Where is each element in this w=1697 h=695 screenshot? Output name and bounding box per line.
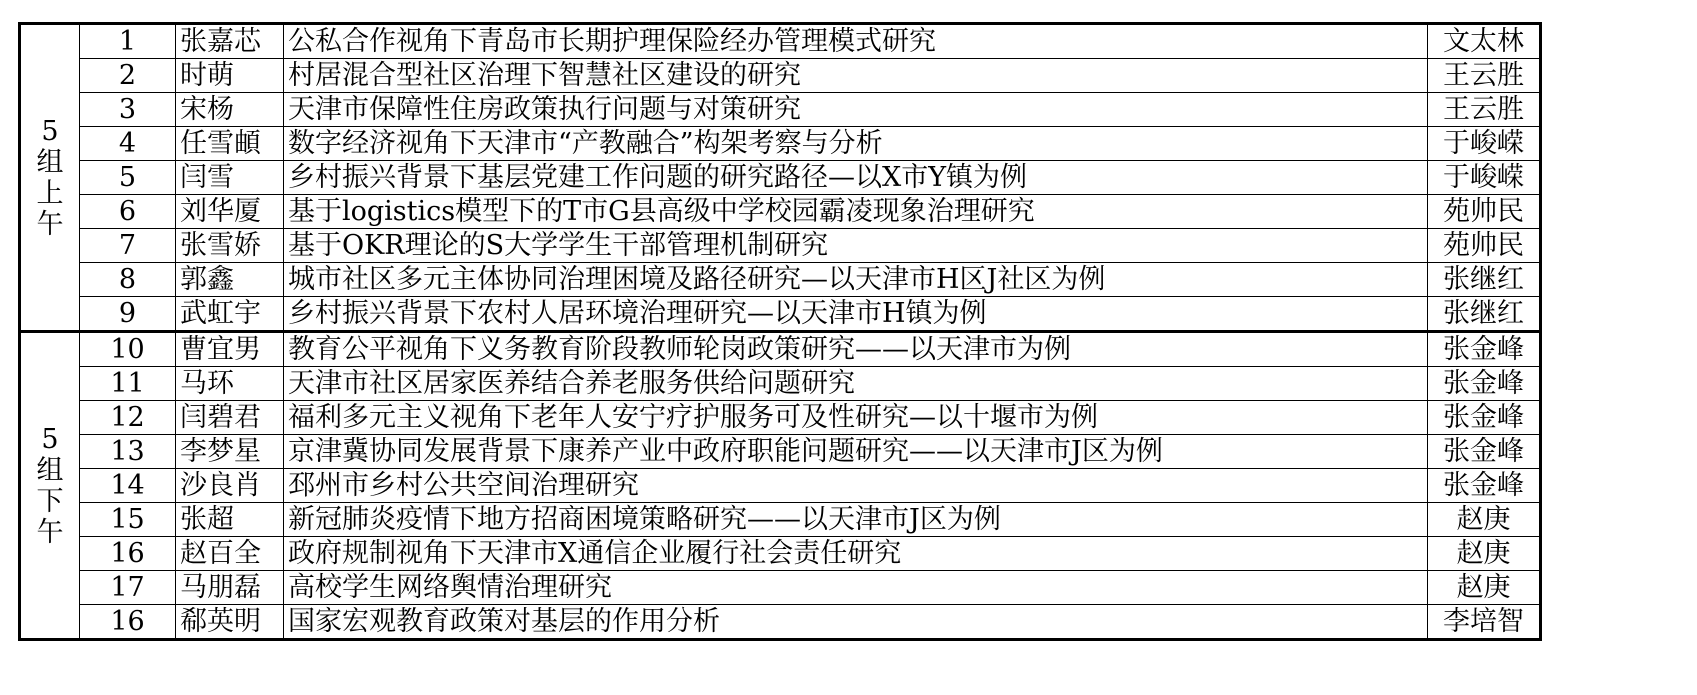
advisor-name: 赵庚 <box>1428 537 1541 571</box>
group-label-char: 5 <box>41 115 59 147</box>
group-label-char: 组 <box>36 454 64 486</box>
row-number: 13 <box>80 435 176 469</box>
student-name: 宋杨 <box>176 93 284 127</box>
student-name: 郭鑫 <box>176 263 284 297</box>
thesis-title: 城市社区多元主体协同治理困境及路径研究—以天津市H区J社区为例 <box>284 263 1428 297</box>
table-row <box>20 367 1541 401</box>
thesis-title: 乡村振兴背景下农村人居环境治理研究—以天津市H镇为例 <box>284 297 1428 332</box>
row-number: 10 <box>80 332 176 367</box>
advisor-name: 张金峰 <box>1428 367 1541 401</box>
advisor-name: 苑帅民 <box>1428 229 1541 263</box>
student-name: 任雪頔 <box>176 127 284 161</box>
advisor-name: 张金峰 <box>1428 469 1541 503</box>
table-row <box>20 297 1541 332</box>
thesis-title: 数字经济视角下天津市“产教融合”构架考察与分析 <box>284 127 1428 161</box>
student-name: 马朋磊 <box>176 571 284 605</box>
advisor-name: 王云胜 <box>1428 93 1541 127</box>
table-row <box>20 435 1541 469</box>
student-name: 马环 <box>176 367 284 401</box>
student-name: 沙良肖 <box>176 469 284 503</box>
thesis-title: 基于logistics模型下的T市G县高级中学校园霸凌现象治理研究 <box>284 195 1428 229</box>
student-name: 张嘉芯 <box>176 24 284 59</box>
student-name: 郗英明 <box>176 605 284 640</box>
thesis-title: 基于OKR理论的S大学学生干部管理机制研究 <box>284 229 1428 263</box>
advisor-name: 张金峰 <box>1428 435 1541 469</box>
table-row <box>20 127 1541 161</box>
advisor-name: 王云胜 <box>1428 59 1541 93</box>
row-number: 6 <box>80 195 176 229</box>
thesis-schedule-table <box>18 22 1542 641</box>
thesis-title: 教育公平视角下义务教育阶段教师轮岗政策研究——以天津市为例 <box>284 332 1428 367</box>
row-number: 4 <box>80 127 176 161</box>
advisor-name: 李培智 <box>1428 605 1541 640</box>
advisor-name: 苑帅民 <box>1428 195 1541 229</box>
row-number: 15 <box>80 503 176 537</box>
thesis-title: 京津冀协同发展背景下康养产业中政府职能问题研究——以天津市J区为例 <box>284 435 1428 469</box>
student-name: 李梦星 <box>176 435 284 469</box>
thesis-title: 天津市社区居家医养结合养老服务供给问题研究 <box>284 367 1428 401</box>
thesis-title: 政府规制视角下天津市X通信企业履行社会责任研究 <box>284 537 1428 571</box>
thesis-title: 天津市保障性住房政策执行问题与对策研究 <box>284 93 1428 127</box>
group-label-char: 上 <box>36 177 64 209</box>
student-name: 张超 <box>176 503 284 537</box>
table-row <box>20 93 1541 127</box>
table-row <box>20 195 1541 229</box>
student-name: 武虹宇 <box>176 297 284 332</box>
table-row <box>20 229 1541 263</box>
table-row <box>20 24 1541 59</box>
row-number: 16 <box>80 605 176 640</box>
row-number: 3 <box>80 93 176 127</box>
advisor-name: 赵庚 <box>1428 571 1541 605</box>
table-body <box>20 24 1541 640</box>
group-label-char: 组 <box>36 146 64 178</box>
advisor-name: 于峻嵘 <box>1428 127 1541 161</box>
advisor-name: 张金峰 <box>1428 332 1541 367</box>
advisor-name: 赵庚 <box>1428 503 1541 537</box>
advisor-name: 于峻嵘 <box>1428 161 1541 195</box>
row-number: 5 <box>80 161 176 195</box>
student-name: 闫雪 <box>176 161 284 195</box>
advisor-name: 张金峰 <box>1428 401 1541 435</box>
student-name: 赵百全 <box>176 537 284 571</box>
table-row <box>20 469 1541 503</box>
row-number: 2 <box>80 59 176 93</box>
row-number: 14 <box>80 469 176 503</box>
advisor-name: 张继红 <box>1428 297 1541 332</box>
advisor-name: 张继红 <box>1428 263 1541 297</box>
group-label-char: 下 <box>36 485 64 517</box>
thesis-title: 村居混合型社区治理下智慧社区建设的研究 <box>284 59 1428 93</box>
group-label <box>20 24 80 332</box>
student-name: 闫碧君 <box>176 401 284 435</box>
table-row <box>20 605 1541 640</box>
student-name: 时萌 <box>176 59 284 93</box>
advisor-name: 文太林 <box>1428 24 1541 59</box>
row-number: 16 <box>80 537 176 571</box>
group-label-char: 午 <box>36 516 64 548</box>
row-number: 17 <box>80 571 176 605</box>
thesis-title: 福利多元主义视角下老年人安宁疗护服务可及性研究—以十堰市为例 <box>284 401 1428 435</box>
row-number: 8 <box>80 263 176 297</box>
table-row <box>20 161 1541 195</box>
row-number: 12 <box>80 401 176 435</box>
table-row <box>20 59 1541 93</box>
thesis-title: 国家宏观教育政策对基层的作用分析 <box>284 605 1428 640</box>
group-label <box>20 332 80 640</box>
thesis-title: 公私合作视角下青岛市长期护理保险经办管理模式研究 <box>284 24 1428 59</box>
thesis-title: 邳州市乡村公共空间治理研究 <box>284 469 1428 503</box>
table-row <box>20 503 1541 537</box>
row-number: 11 <box>80 367 176 401</box>
thesis-title: 新冠肺炎疫情下地方招商困境策略研究——以天津市J区为例 <box>284 503 1428 537</box>
table-row <box>20 263 1541 297</box>
row-number: 1 <box>80 24 176 59</box>
table-row <box>20 332 1541 367</box>
student-name: 曹宜男 <box>176 332 284 367</box>
group-label-char: 午 <box>36 208 64 240</box>
row-number: 9 <box>80 297 176 332</box>
thesis-title: 高校学生网络舆情治理研究 <box>284 571 1428 605</box>
group-label-char: 5 <box>41 423 59 455</box>
table-row <box>20 571 1541 605</box>
student-name: 张雪娇 <box>176 229 284 263</box>
table-row <box>20 401 1541 435</box>
student-name: 刘华厦 <box>176 195 284 229</box>
thesis-title: 乡村振兴背景下基层党建工作问题的研究路径—以X市Y镇为例 <box>284 161 1428 195</box>
row-number: 7 <box>80 229 176 263</box>
table-row <box>20 537 1541 571</box>
